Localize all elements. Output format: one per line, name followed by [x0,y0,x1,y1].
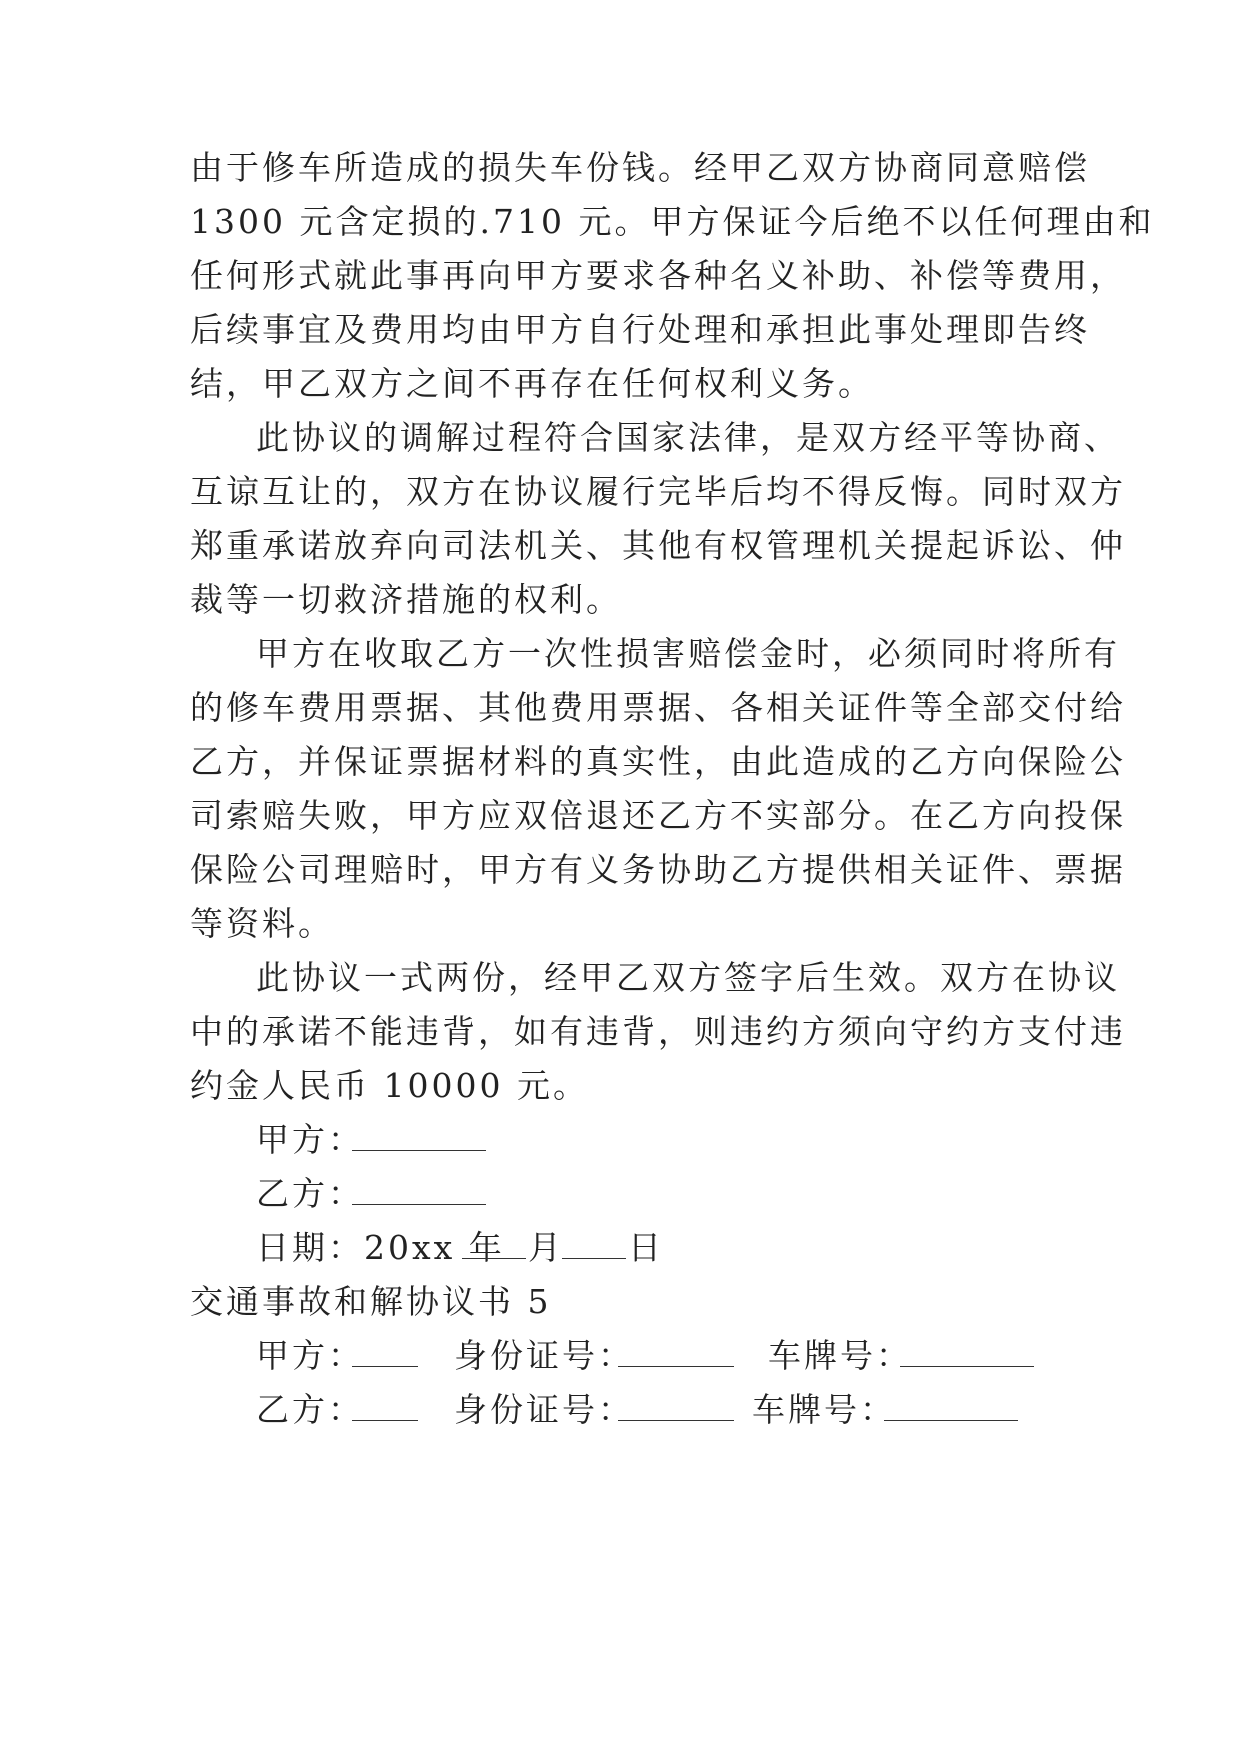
party-b-id-label: 身份证号： [454,1390,634,1429]
date-prefix: 日期：20xx 年 [256,1228,505,1267]
party-a-signature-blank[interactable] [352,1120,486,1151]
paragraph-line: 结，甲乙双方之间不再存在任何权利义务。 [190,364,874,403]
section-title: 交通事故和解协议书 5 [190,1282,552,1321]
party-b-info-label: 乙方： [256,1390,364,1429]
paragraph-line: 1300 元含定损的.710 元。甲方保证今后绝不以任何理由和 [190,202,1155,241]
party-a-signature-row [256,1120,656,1160]
month-label: 月 [528,1228,564,1267]
party-a-id-label: 身份证号： [454,1336,634,1375]
paragraph-line: 此协议的调解过程符合国家法律，是双方经平等协商、 [256,418,1120,457]
party-b-signature-blank[interactable] [352,1174,486,1205]
party-a-info-row [256,1336,1056,1376]
party-b-plate-blank[interactable] [884,1390,1018,1421]
party-b-id-blank[interactable] [618,1390,734,1421]
paragraph-line: 中的承诺不能违背，如有违背，则违约方须向守约方支付违 [190,1012,1126,1051]
paragraph-line: 保险公司理赔时，甲方有义务协助乙方提供相关证件、票据 [190,850,1126,889]
paragraph-line: 约金人民币 10000 元。 [190,1066,589,1105]
date-row [256,1228,756,1268]
paragraph-line: 等资料。 [190,904,334,943]
party-a-info-label: 甲方： [256,1336,364,1375]
party-a-label: 甲方： [256,1120,364,1159]
party-a-plate-label: 车牌号： [768,1336,912,1375]
paragraph-line: 甲方在收取乙方一次性损害赔偿金时，必须同时将所有 [256,634,1120,673]
month-blank[interactable] [462,1228,526,1259]
party-b-label: 乙方： [256,1174,364,1213]
party-b-name-blank[interactable] [352,1390,418,1421]
party-a-plate-blank[interactable] [900,1336,1034,1367]
day-blank[interactable] [562,1228,626,1259]
paragraph-line: 由于修车所造成的损失车份钱。经甲乙双方协商同意赔偿 [190,148,1090,187]
party-a-name-blank[interactable] [352,1336,418,1367]
paragraph-line: 此协议一式两份，经甲乙双方签字后生效。双方在协议 [256,958,1120,997]
paragraph-line: 司索赔失败，甲方应双倍退还乙方不实部分。在乙方向投保 [190,796,1126,835]
party-b-plate-label: 车牌号： [752,1390,896,1429]
party-a-id-blank[interactable] [618,1336,734,1367]
party-b-info-row [256,1390,1056,1430]
paragraph-line: 互谅互让的，双方在协议履行完毕后均不得反悔。同时双方 [190,472,1126,511]
paragraph-line: 乙方，并保证票据材料的真实性，由此造成的乙方向保险公 [190,742,1126,781]
paragraph-line: 任何形式就此事再向甲方要求各种名义补助、补偿等费用， [190,256,1126,295]
paragraph-line: 的修车费用票据、其他费用票据、各相关证件等全部交付给 [190,688,1126,727]
paragraph-line: 郑重承诺放弃向司法机关、其他有权管理机关提起诉讼、仲 [190,526,1126,565]
day-label: 日 [628,1228,664,1267]
paragraph-line: 裁等一切救济措施的权利。 [190,580,622,619]
party-b-signature-row [256,1174,656,1214]
paragraph-line: 后续事宜及费用均由甲方自行处理和承担此事处理即告终 [190,310,1090,349]
